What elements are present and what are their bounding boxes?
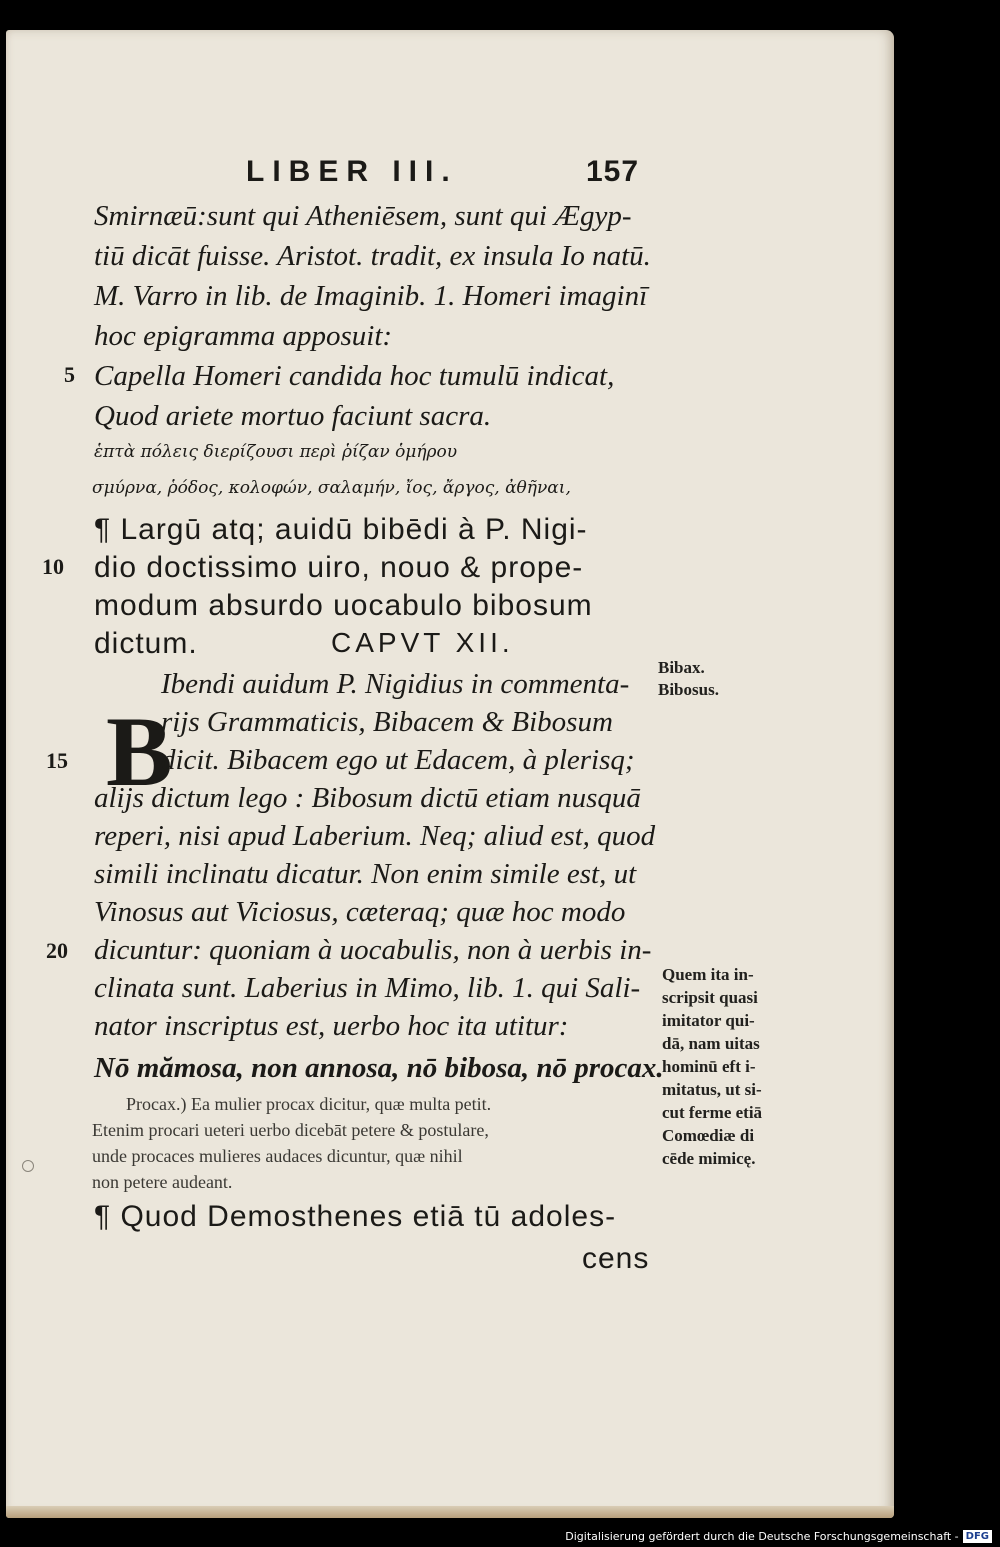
text-line: Smirnæū:sunt qui Atheniēsem, sunt qui Ægyp- (94, 200, 632, 232)
greek-line: ἑπτὰ πόλεις διερίζουσι περὶ ῥίζαν ὁμήρου (94, 442, 458, 462)
body-line: nator inscriptus est, uerbo hoc ita utitur: (94, 1010, 569, 1042)
margin-note-line: hominū eft i- (662, 1057, 756, 1076)
heading-line: dio doctissimo uiro, nouo & prope- (94, 551, 584, 584)
body-line: rijs Grammaticis, Bibacem & Bibosum (161, 706, 613, 738)
body-line: Nō mămosa, non annosa, nō bibosa, nō procax. (94, 1052, 664, 1084)
body-line: dicuntur: quoniam à uocabulis, non à uerbis in- (94, 934, 652, 966)
body-line: dicit. Bibacem ego ut Edacem, à plerisq; (161, 744, 635, 776)
page-number: 157 (586, 155, 640, 188)
book-page (6, 30, 894, 1518)
heading-line: modum absurdo uocabulo bibosum (94, 589, 593, 622)
body-line: Vinosus aut Viciosus, cæteraq; quæ hoc modo (94, 896, 626, 928)
line-number: 15 (46, 748, 68, 773)
text-line: M. Varro in lib. de Imaginib. 1. Homeri imaginī (94, 280, 648, 312)
body-line: clinata sunt. Laberius in Mimo, lib. 1. qui Sali- (94, 972, 641, 1004)
margin-note-line: Bibosus. (658, 680, 719, 699)
drop-cap: B (106, 696, 173, 807)
margin-note-line: Quem ita in- (662, 965, 754, 984)
line-number: 5 (64, 362, 75, 387)
greek-line: σμύρνα, ῥόδος, κολοφών, σαλαμήν, ἴος, ἄργος, ἀθῆναι, (92, 478, 571, 498)
note-line: Procax.) Ea mulier procax dicitur, quæ multa petit. (126, 1094, 492, 1114)
body-line: reperi, nisi apud Laberium. Neq; aliud est, quod (94, 820, 656, 852)
note-line: Etenim procari ueteri uerbo dicebāt petere & postulare, (92, 1120, 489, 1140)
margin-note-line: scripsit quasi (662, 988, 758, 1007)
digitization-footer (565, 1530, 992, 1543)
body-line: Ibendi auidum P. Nigidius in commenta- (161, 668, 630, 700)
text-line: Capella Homeri candida hoc tumulū indicat, (94, 360, 615, 392)
margin-note-line: Comœdiæ di (662, 1126, 755, 1145)
next-heading-line: ¶ Quod Demosthenes etiā tū adoles- (94, 1200, 617, 1233)
margin-note-line: dā, nam uitas (662, 1034, 760, 1053)
text-line: tiū dicāt fuisse. Aristot. tradit, ex insula Io natū. (94, 240, 651, 272)
note-line: non petere audeant. (92, 1172, 233, 1192)
body-line: simili inclinatu dicatur. Non enim simile est, ut (94, 858, 637, 890)
chapter-label: CAPVT XII. (331, 627, 514, 658)
dfg-logo: DFG (963, 1530, 992, 1543)
heading-line: ¶ Largū atq; auidū bibēdi à P. Nigi- (94, 513, 588, 546)
text-line: hoc epigramma apposuit: (94, 320, 393, 352)
margin-note-line: imitator qui- (662, 1011, 755, 1030)
binding-hole-mark (22, 1160, 34, 1172)
margin-note-line: cēde mimicę. (662, 1149, 756, 1168)
page-bottom-edge (6, 1506, 894, 1518)
running-head-title: LIBER III. (246, 155, 458, 188)
line-number: 20 (46, 938, 68, 963)
footer-text: Digitalisierung gefördert durch die Deutsche Forschungsgemeinschaft - (565, 1530, 959, 1543)
note-line: unde procaces mulieres audaces dicuntur, quæ nihil (92, 1146, 463, 1166)
margin-note-line: cut ferme etiā (662, 1103, 763, 1122)
line-number: 10 (42, 554, 64, 579)
body-line: alijs dictum lego : Bibosum dictū etiam nusquā (94, 782, 641, 814)
margin-note-line: mitatus, ut si- (662, 1080, 762, 1099)
margin-note-line: Bibax. (658, 658, 705, 677)
heading-line: dictum. (94, 627, 198, 660)
text-line: Quod ariete mortuo faciunt sacra. (94, 400, 492, 432)
catchword: cens (582, 1242, 650, 1275)
